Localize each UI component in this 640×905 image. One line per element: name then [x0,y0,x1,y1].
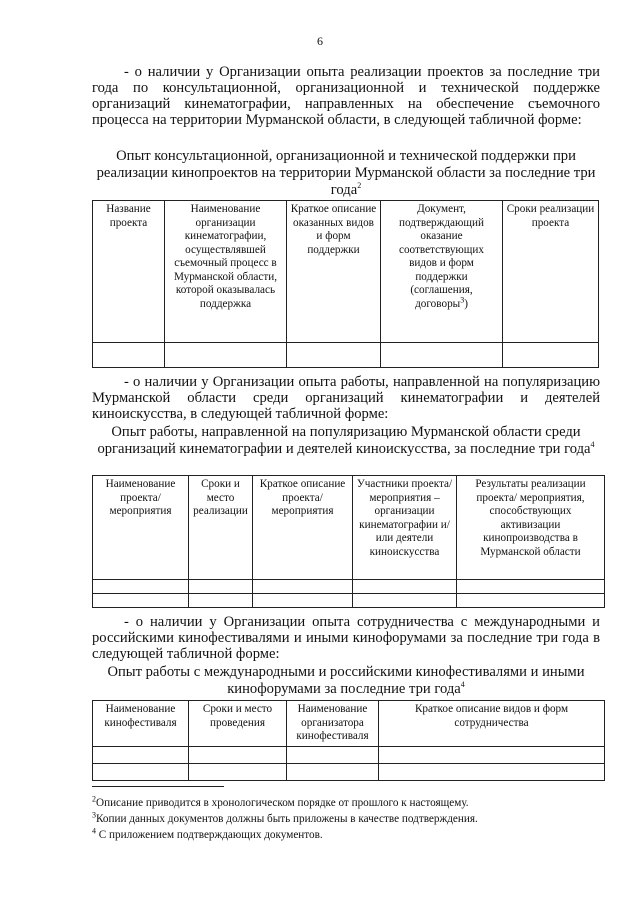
table-cell [253,594,353,608]
section1-header-cell: Сроки реализации проекта [503,201,599,343]
table-cell [457,594,605,608]
section1-header-cell: Краткое описание оказанных видов и форм поддержки [287,201,381,343]
table-cell [253,580,353,594]
footnote-text: Описание приводится в хронологическом порядке от прошлого к настоящему. [96,797,469,809]
section2-header-cell: Участники проекта/ мероприятия – организации кинематографии и/или деятели киноискусства [353,476,457,580]
section1-header-cell [381,201,503,343]
section3-paragraph: - о наличии у Организации опыта сотрудничества с международными и российскими кинофестивалями и иными кинофорумами за последние три года в следующей табличной форме: [92,614,600,662]
section1-table-empty-row [93,343,599,368]
table-cell [503,343,599,368]
section3-header-cell: Наименование организатора кинофестиваля [287,701,379,747]
section3-table [92,700,605,781]
section3-caption-footnote-mark: 4 [460,680,465,690]
footnote [92,794,469,810]
section2-table-header-row [93,476,605,580]
section2-header-cell: Сроки и место реализации [189,476,253,580]
section3-header-cell: Наименование кинофестиваля [93,701,189,747]
section2-caption [92,424,600,458]
footnote-divider [92,786,224,787]
section1-caption-footnote-mark: 2 [357,181,362,191]
section1-header-cell: Наименование организации кинематографии, осуществлявшей съемочный процесс в Мурманской области, которой оказывалась поддержка [165,201,287,343]
table-cell [353,580,457,594]
table-cell [287,343,381,368]
section1-header-cell: Название проекта [93,201,165,343]
section3-caption [92,664,600,698]
table-cell [189,763,287,780]
table-cell [93,746,189,763]
table-cell [457,580,605,594]
table-cell [379,746,605,763]
section2-paragraph: - о наличии у Организации опыта работы, направленной на популяризацию Мурманской области среди организаций кинематографии и деятелей киноискусства, в следующей табличной форме: [92,374,600,422]
footnote-text: Копии данных документов должны быть приложены в качестве подтверждения. [96,813,478,825]
section2-table-empty-row [93,580,605,594]
footnote-mark: 2 [92,794,96,804]
section1-table-header-row [93,201,599,343]
section2-header-cell: Краткое описание проекта/ мероприятия [253,476,353,580]
table-cell [93,343,165,368]
section1-paragraph: - о наличии у Организации опыта реализации проектов за последние три года по консультационной, организационной и технической поддержке организаций кинематографии, направленных на обеспечение съемочного процесса на территории Мурманской области, в следующей табличной форме: [92,64,600,128]
footnote [92,810,478,826]
section2-caption-footnote-mark: 4 [590,440,595,450]
table-cell [353,594,457,608]
table-cell [287,746,379,763]
footnote [92,826,323,842]
footnote-mark: 4 [92,826,96,836]
page-number: 6 [317,34,323,48]
table-cell [189,746,287,763]
table-cell [189,580,253,594]
section1-caption-text: Опыт консультационной, организационной и технической поддержки при реализации кинопроектов на территории Мурманской области за последние три года [96,148,596,198]
section2-table [92,475,605,608]
section3-table-header-row [93,701,605,747]
footnote-mark: 3 [92,810,96,820]
table-cell [165,343,287,368]
section2-header-cell: Наименование проекта/ мероприятия [93,476,189,580]
section1-caption [92,148,600,199]
section2-header-cell: Результаты реализации проекта/ мероприятия, способствующих активизации кинопроизводства в Мурманской области [457,476,605,580]
table-cell [189,594,253,608]
section3-table-empty-row [93,763,605,780]
table-cell [93,580,189,594]
table-cell [93,594,189,608]
table-cell [93,763,189,780]
section3-table-empty-row [93,746,605,763]
table-cell [287,763,379,780]
section1-header-footnote-mark: 3 [460,294,465,304]
section3-header-cell: Сроки и место проведения [189,701,287,747]
table-cell [381,343,503,368]
section2-caption-text: Опыт работы, направленной на популяризацию Мурманской области среди организаций кинематографии и деятелей киноискусства, за последние три года [97,424,591,457]
section2-table-empty-row [93,594,605,608]
section1-header-text: Документ, подтверждающий оказание соответствующих видов и форм поддержки (соглашения, договоры [398,203,484,310]
table-cell [379,763,605,780]
section1-table [92,200,599,368]
section3-caption-text: Опыт работы с международными и российскими кинофестивалями и иными кинофорумами за последние три года [107,664,585,697]
footnote-text: С приложением подтверждающих документов. [96,829,323,841]
section3-header-cell: Краткое описание видов и форм сотрудничества [379,701,605,747]
section1-header-paren: ) [464,297,468,310]
